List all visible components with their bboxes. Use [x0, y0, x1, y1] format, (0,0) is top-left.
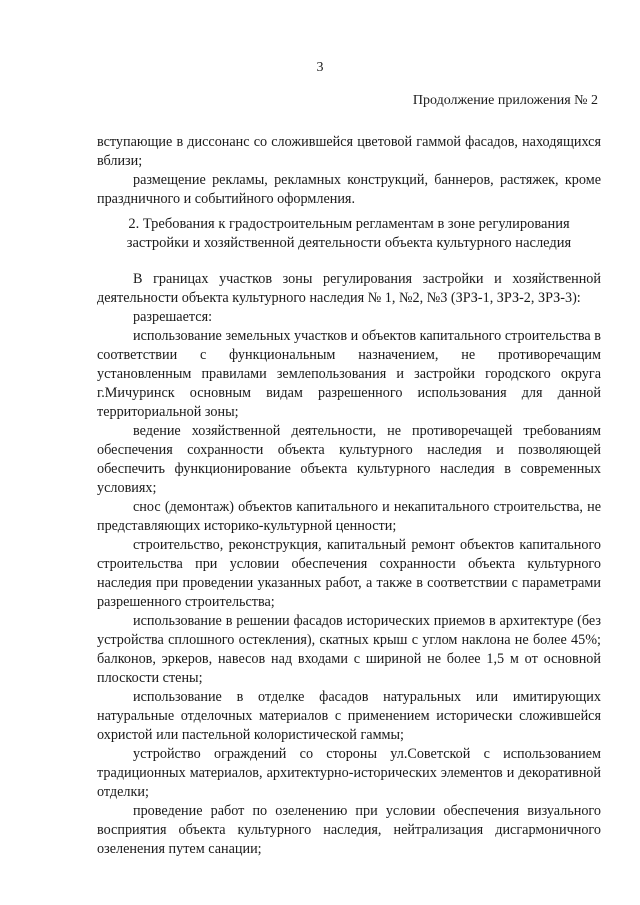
paragraph-allowed-label: разрешается: [133, 309, 213, 325]
intro-block [97, 133, 601, 209]
paragraph-landscaping: проведение работ по озеленению при условии обеспечения визуального восприятия объекта культурного наследия, нейтрализация дисгармоничного озеленения путем санации; [97, 803, 601, 857]
intro-paragraph-2: размещение рекламы, рекламных конструкций, баннеров, растяжек, кроме праздничного и событийного оформления. [97, 172, 601, 207]
intro-paragraph-1: вступающие в диссонанс со сложившейся цветовой гаммой фасадов, находящихся вблизи; [97, 134, 601, 169]
paragraph-finishing: использование в отделке фасадов натуральных или имитирующих натуральные отделочных материалов с применением исторически сложившейся охристой или пастельной колористической гаммы; [97, 689, 601, 743]
paragraph-facades: использование в решении фасадов исторических приемов в архитектуре (без устройства сплошного остекления), скатных крыш с углом наклона не более 45%; балконов, эркеров, навесов над входами с шириной не более 1,5 м от основной плоскости стены; [97, 613, 601, 686]
paragraph-economic-activity: ведение хозяйственной деятельности, не противоречащей требованиям обеспечения сохранности объекта культурного наследия и позволяющей обеспечить функционирование объекта культурного наследия в современных условиях; [97, 423, 601, 496]
paragraph-land-use: использование земельных участков и объектов капитального строительства в соответствии с функциональным назначением, не противоречащим установленным правилами землепользования и застройки городского округа г.Мичуринск основным видам разрешенного использования для данной территориальной зоны; [97, 328, 601, 420]
paragraph-demolition: снос (демонтаж) объектов капитального и некапитального строительства, не представляющих историко-культурной ценности; [97, 499, 601, 534]
paragraph-construction: строительство, реконструкция, капитальный ремонт объектов капитального строительства при условии обеспечения сохранности объекта культурного наследия при проведении указанных работ, а также в соответствии с параметрами разрешенного строительства; [97, 537, 601, 610]
page-number: 3 [316, 60, 324, 75]
paragraph-fences: устройство ограждений со стороны ул.Советской с использованием традиционных материалов, архитектурно-исторических элементов и декоративной отделки; [97, 746, 601, 800]
continuation-note: Продолжение приложения № 2 [412, 93, 598, 108]
paragraph-zone-intro: В границах участков зоны регулирования застройки и хозяйственной деятельности объекта культурного наследия № 1, №2, №3 (ЗРЗ-1, ЗРЗ-2, ЗРЗ-3): [97, 271, 601, 306]
section-heading: 2. Требования к градостроительным регламентам в зоне регулирования застройки и хозяйственной деятельности объекта культурного наследия [126, 216, 572, 251]
section-body [97, 270, 601, 859]
